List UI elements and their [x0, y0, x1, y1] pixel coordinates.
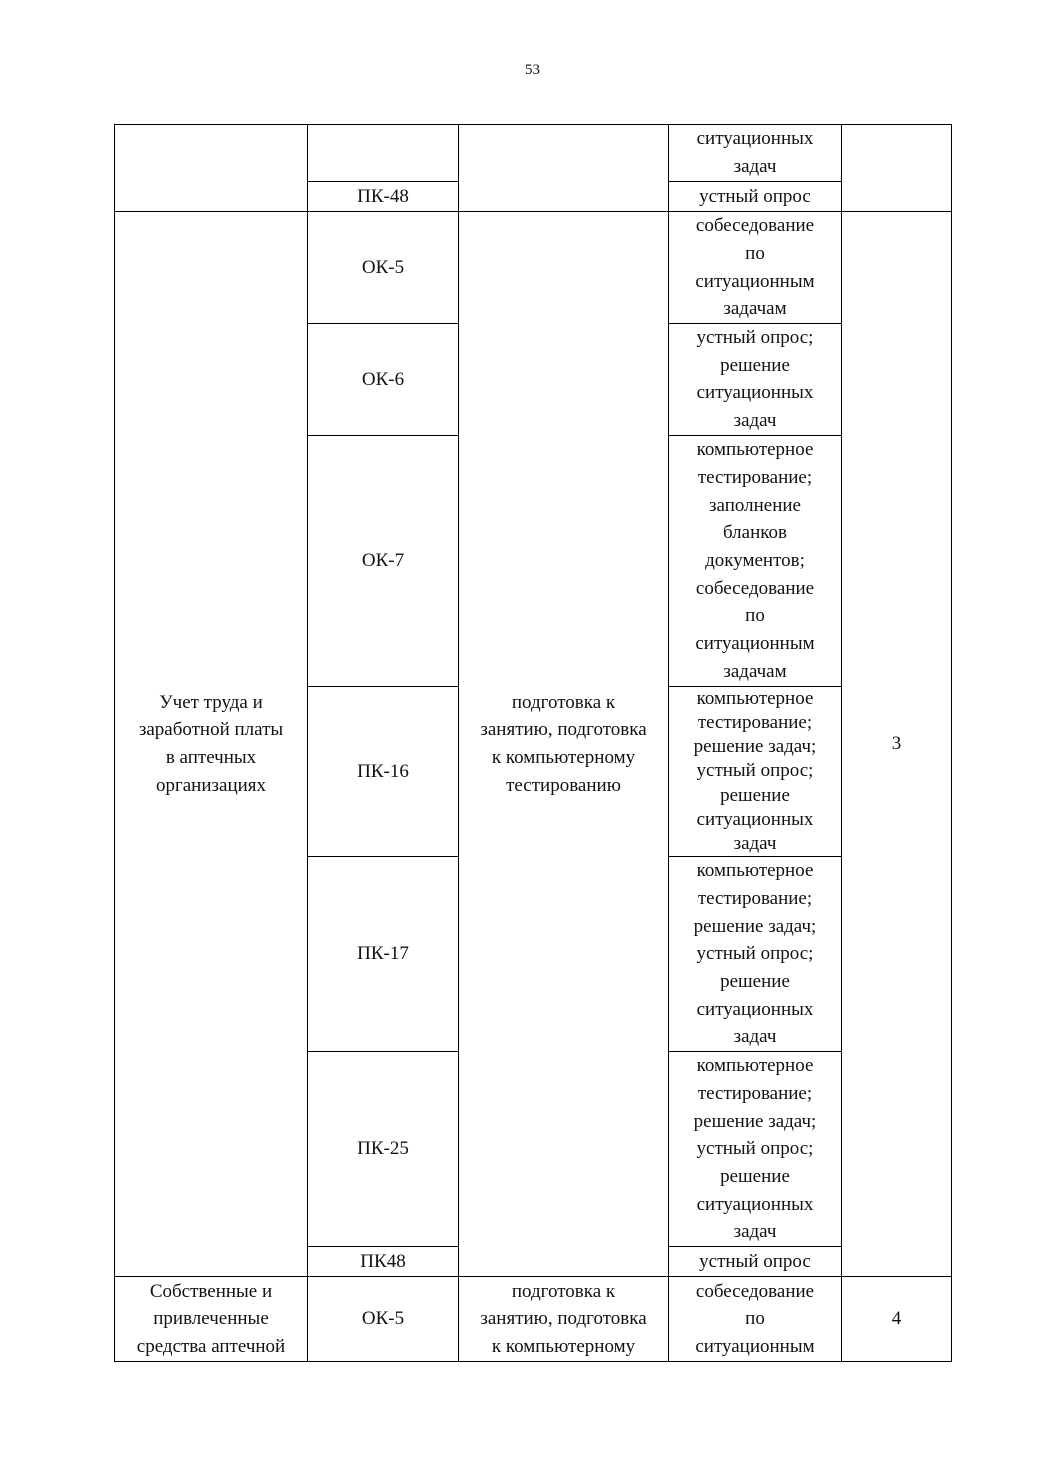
page-number: 53: [525, 62, 540, 78]
competency-cell: ПК48: [308, 1247, 459, 1277]
assessment-cell: ситуационных задач: [669, 125, 842, 182]
assessment-cell: компьютерное тестирование; решение задач; устный опрос; решение ситуационных задач: [669, 686, 842, 856]
topic-cell: [115, 125, 308, 212]
table-row: [115, 125, 952, 182]
score-cell: 3: [842, 212, 952, 1277]
assessment-cell: собеседование по ситуационным: [669, 1277, 842, 1362]
table-row: [115, 212, 952, 324]
competency-cell: ПК-17: [308, 857, 459, 1052]
work-cell: подготовка к занятию, подготовка к компьютерному: [459, 1277, 669, 1362]
assessment-cell: устный опрос: [669, 182, 842, 212]
competency-cell: ПК-48: [308, 182, 459, 212]
work-cell: подготовка к занятию, подготовка к компьютерному тестированию: [459, 212, 669, 1277]
topic-cell: Учет труда и заработной платы в аптечных организациях: [115, 212, 308, 1277]
competency-cell: ПК-16: [308, 686, 459, 856]
assessment-cell: устный опрос: [669, 1247, 842, 1277]
table-row: [115, 1277, 952, 1362]
assessment-cell: компьютерное тестирование; решение задач; устный опрос; решение ситуационных задач: [669, 1052, 842, 1247]
work-cell: [459, 125, 669, 212]
topic-cell: Собственные и привлеченные средства аптечной: [115, 1277, 308, 1362]
assessment-cell: компьютерное тестирование; заполнение бланков документов; собеседование по ситуационным задачам: [669, 435, 842, 686]
score-cell: [842, 125, 952, 212]
assessment-cell: собеседование по ситуационным задачам: [669, 212, 842, 324]
competency-cell: ОК-6: [308, 324, 459, 436]
assessment-cell: устный опрос; решение ситуационных задач: [669, 324, 842, 436]
competency-cell: ОК-5: [308, 212, 459, 324]
competency-cell: ОК-5: [308, 1277, 459, 1362]
competency-cell: ПК-25: [308, 1052, 459, 1247]
competency-table: [114, 124, 952, 1362]
competency-cell: ОК-7: [308, 435, 459, 686]
score-cell: 4: [842, 1277, 952, 1362]
competency-cell: [308, 125, 459, 182]
assessment-cell: компьютерное тестирование; решение задач; устный опрос; решение ситуационных задач: [669, 857, 842, 1052]
